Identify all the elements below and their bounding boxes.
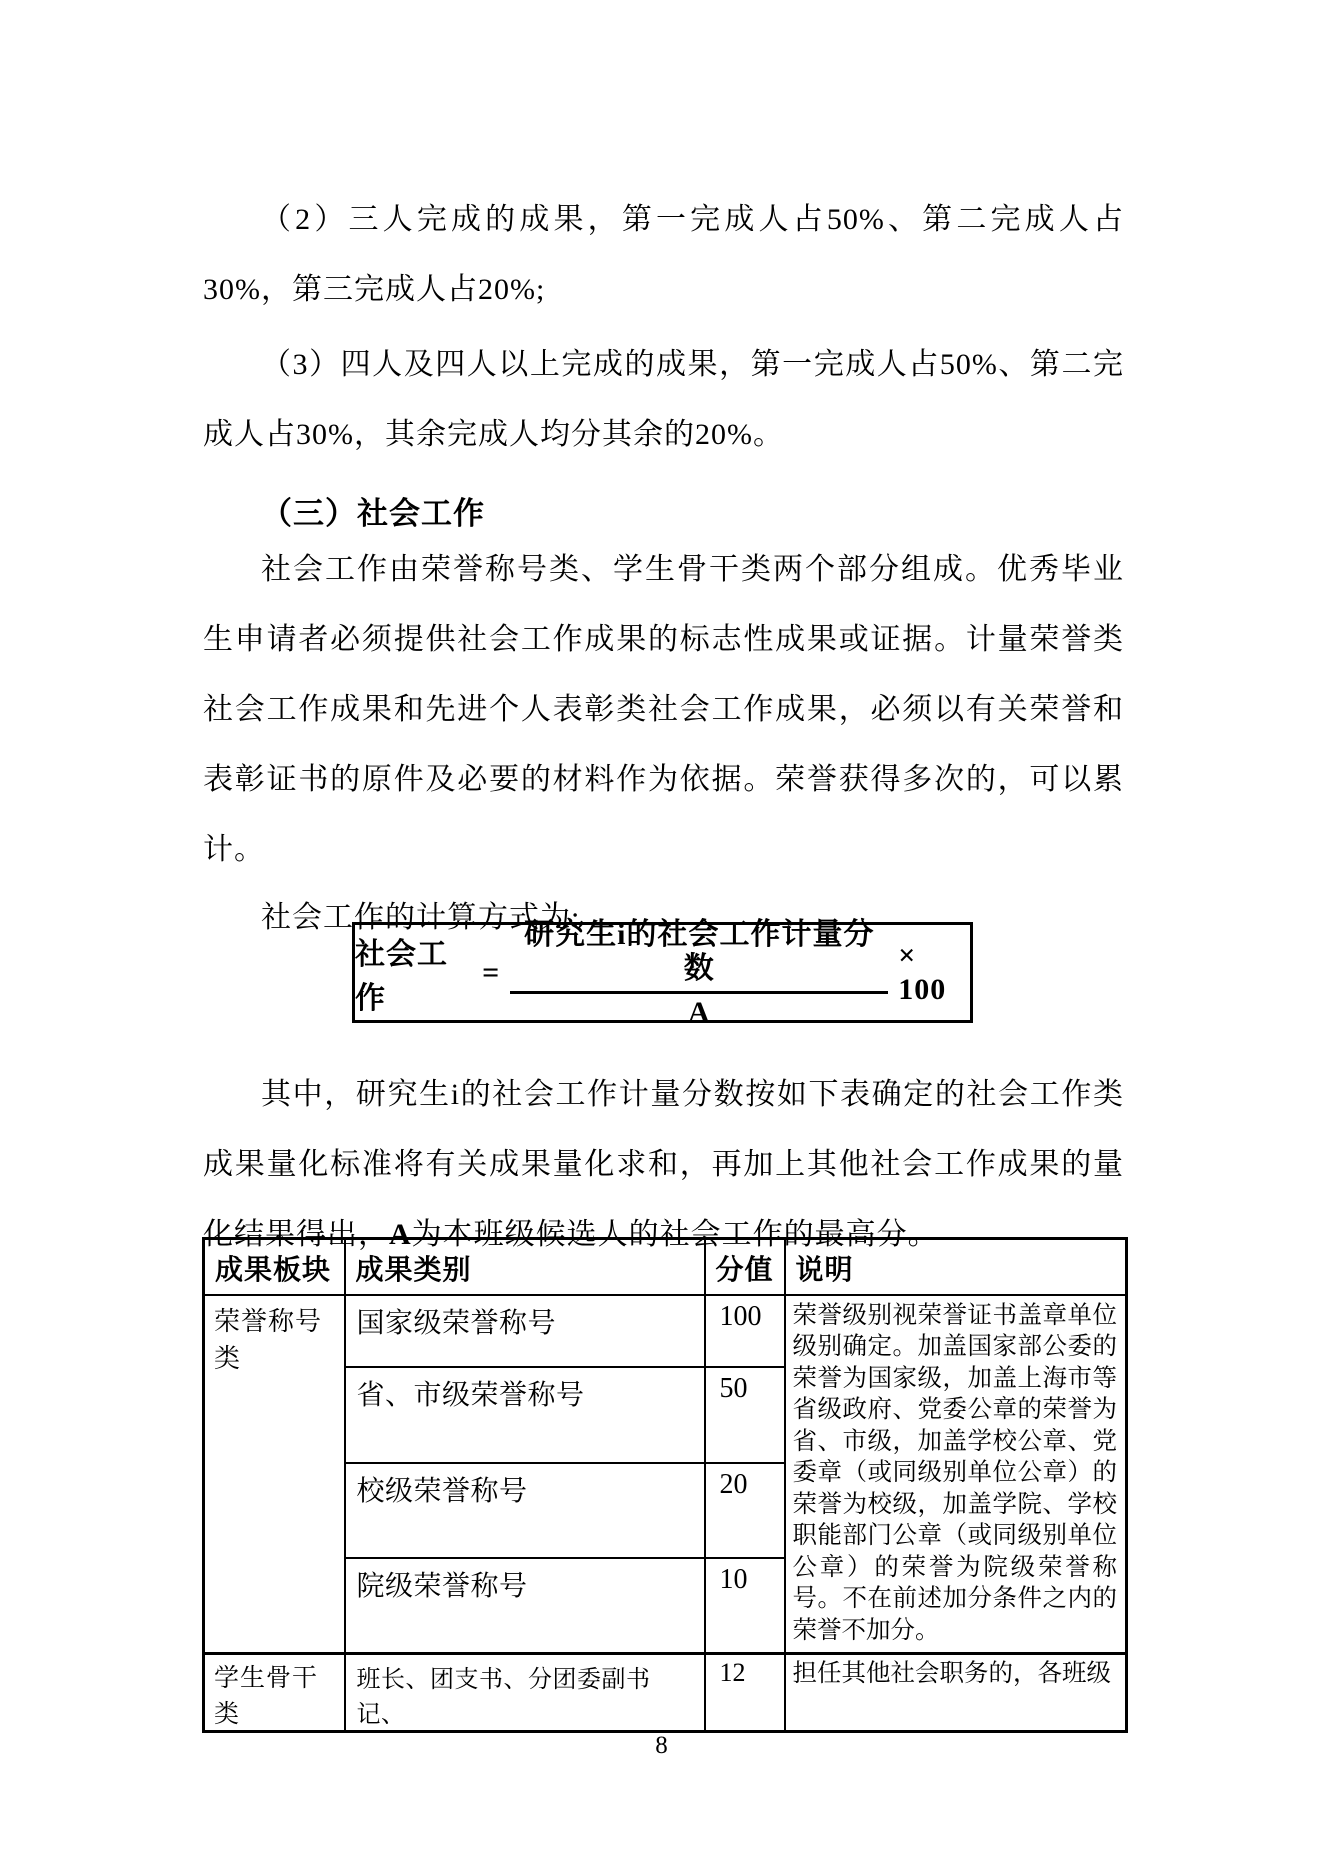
paragraph-social-work-description: 社会工作由荣誉称号类、学生骨干类两个部分组成。优秀毕业生申请者必须提供社会工作成果的标志性成果或证据。计量荣誉类社会工作成果和先进个人表彰类社会工作成果，必须以有关荣誉和表彰证书的原件及必要的材料作为依据。荣誉获得多次的，可以累计。: [203, 553, 1124, 866]
cell-cadre-category: 学生骨干类: [204, 1654, 345, 1732]
paragraph-three-person-rule: （2）三人完成的成果，第一完成人占50%、第二完成人占30%，第三完成人占20%;: [203, 203, 1124, 306]
cell-honor-score-province: 50: [705, 1367, 785, 1463]
page-number: 8: [655, 1732, 668, 1759]
paragraph-four-person-rule: （3）四人及四人以上完成的成果，第一完成人占50%、第二完成人占30%，其余完成人均分其余的20%。: [203, 348, 1124, 451]
header-result-block: 成果板块: [204, 1239, 345, 1295]
cell-honor-score-college: 10: [705, 1558, 785, 1654]
cell-honor-category: 荣誉称号类: [204, 1295, 345, 1654]
cell-honor-type-national: 国家级荣誉称号: [345, 1295, 705, 1367]
formula-fraction: [510, 918, 888, 1028]
formula-box: [352, 917, 973, 1029]
table-header-row: [204, 1239, 1127, 1295]
table-row-student-cadre: [204, 1654, 1127, 1732]
formula-numerator: 研究生i的社会工作计量分数: [510, 918, 888, 994]
where-clause-post: 为本班级候选人的社会工作的最高分。: [411, 1218, 939, 1251]
section-heading-social-work: （三）社会工作: [261, 496, 485, 531]
cell-honor-score-national: 100: [705, 1295, 785, 1367]
cell-honor-type-college: 院级荣誉称号: [345, 1558, 705, 1654]
cell-cadre-note: 担任其他社会职务的，各班级: [785, 1654, 1127, 1732]
cell-honor-score-school: 20: [705, 1463, 785, 1558]
where-clause-pre: 其中，研究生i的社会工作计量分数按如下表确定的社会工作类成果量化标准将有关成果量化求和，再加上其他社会工作成果的量化结果得出，: [203, 1078, 1124, 1251]
cell-honor-type-school: 校级荣誉称号: [345, 1463, 705, 1558]
header-note: 说明: [785, 1239, 1127, 1295]
header-score: 分值: [705, 1239, 785, 1295]
formula-lhs: 社会工作: [355, 937, 448, 1015]
formula-denominator: A: [687, 995, 711, 1029]
cell-cadre-score: 12: [705, 1654, 785, 1732]
where-clause-A: A: [389, 1218, 412, 1251]
table-row-national-honor: [204, 1295, 1127, 1367]
cell-honor-note: 荣誉级别视荣誉证书盖章单位级别确定。加盖国家部公委的荣誉为国家级，加盖上海市等省级政府、党委公章的荣誉为省、市级，加盖学校公章、党委章（或同级别单位公章）的荣誉为校级，加盖学院、学校职能部门公章（或同级别单位公章）的荣誉为院级荣誉称号。不在前述加分条件之内的荣誉不加分。: [785, 1295, 1127, 1654]
formula-multiplier: × 100: [898, 938, 947, 1006]
cell-cadre-type: 班长、团支书、分团委副书记、: [345, 1654, 705, 1732]
social-work-score-table: [202, 1237, 1128, 1733]
paragraph-formula-intro: 社会工作的计算方式为:: [261, 901, 581, 934]
header-result-category: 成果类别: [345, 1239, 705, 1295]
formula-equals-sign: =: [482, 955, 501, 989]
cell-honor-type-province: 省、市级荣誉称号: [345, 1367, 705, 1463]
